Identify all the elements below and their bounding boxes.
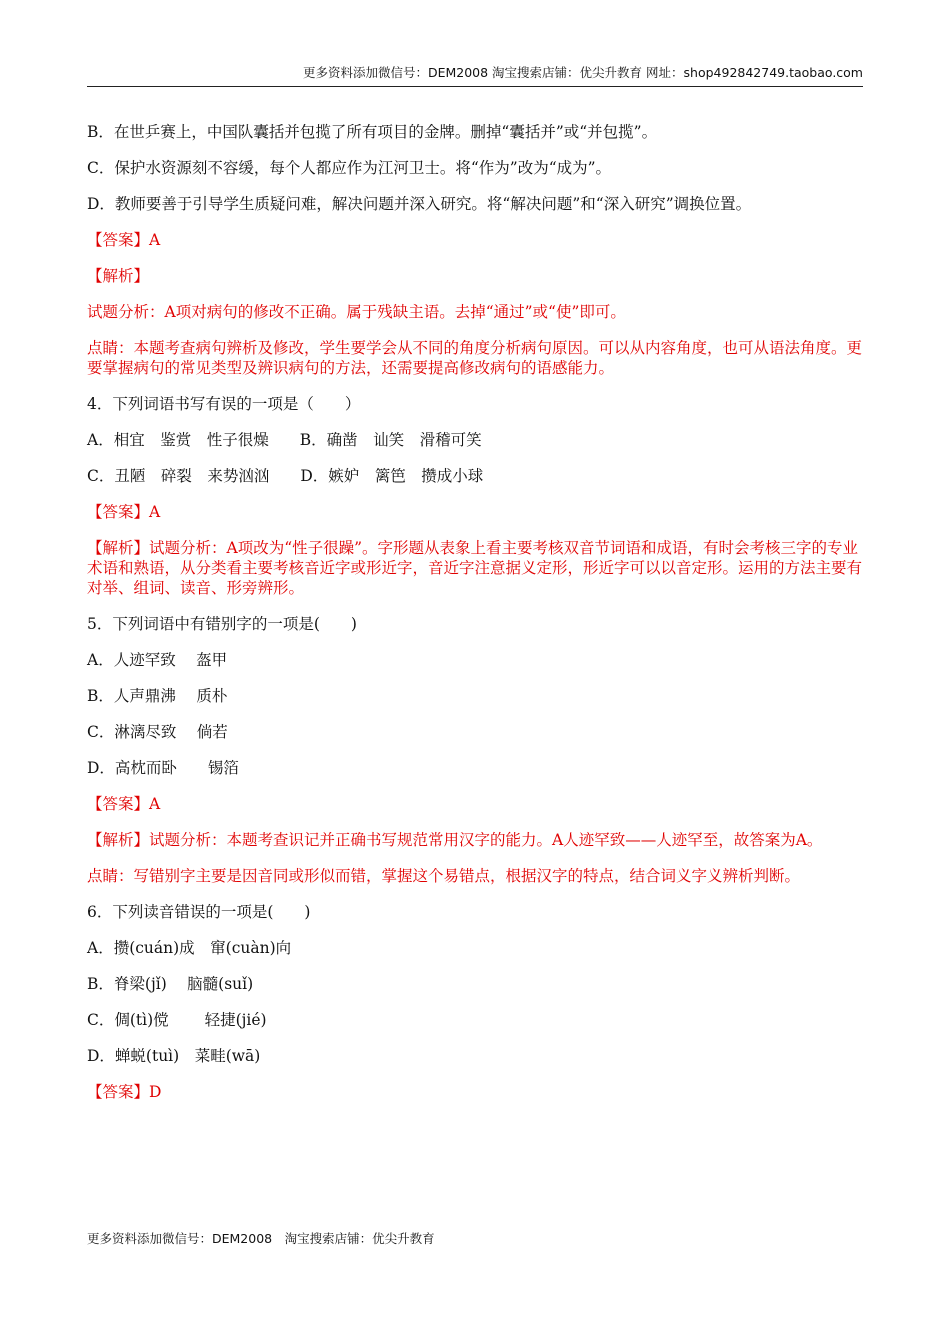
- page-footer: [87, 1229, 435, 1247]
- text-line: 6．下列读音错误的一项是( ): [87, 903, 311, 921]
- text-line: 【答案】A: [87, 503, 161, 521]
- document-body: [87, 122, 867, 1118]
- text-line: B．脊梁(jǐ) 脑髓(suǐ): [87, 975, 254, 993]
- text-line: C．倜(tì)傥 轻捷(jié): [87, 1011, 267, 1029]
- text-line: D．教师要善于引导学生质疑问难，解决问题并深入研究。将“解决问题”和“深入研究”调换位置。: [87, 195, 752, 213]
- text-line: A．攒(cuán)成 窜(cuàn)向: [87, 939, 292, 957]
- text-line: 4．下列词语书写有误的一项是（ ）: [87, 395, 361, 413]
- text-line: 点睛：本题考查病句辨析及修改，学生要学会从不同的角度分析病句原因。可以从内容角度，也可从语法角度。更要掌握病句的常见类型及辨识病句的方法，还需要提高修改病句的语感能力。: [87, 339, 863, 377]
- text-line: 【解析】试题分析：A项改为“性子很躁”。字形题从表象上看主要考核双音节词语和成语，有时会考核三字的专业术语和熟语，从分类看主要考核音近字或形近字，音近字注意据义定形，形近字可以以音定形。运用的方法主要有对举、组词、读音、形旁辨形。: [87, 539, 863, 597]
- header-text: 更多资料添加微信号：DEM2008 淘宝搜索店铺：优尖升教育 网址：shop492842749.taobao.com: [302, 65, 863, 80]
- text-line: 【答案】A: [87, 795, 161, 813]
- text-line: B．人声鼎沸 质朴: [87, 687, 228, 705]
- text-line: 试题分析：A项对病句的修改不正确。属于残缺主语。去掉“通过”或“使”即可。: [87, 303, 626, 321]
- text-line: D．蝉蜕(tuì) 菜畦(wā): [87, 1047, 261, 1065]
- page-header: [87, 62, 863, 87]
- text-line: 【解析】试题分析：本题考查识记并正确书写规范常用汉字的能力。A人迹罕致——人迹罕至，故答案为A。: [87, 831, 823, 849]
- text-line: D．高枕而卧 锡箔: [87, 759, 239, 777]
- text-line: 【解析】: [87, 267, 150, 285]
- text-line: C．淋漓尽致 倘若: [87, 723, 228, 741]
- text-line: 【答案】D: [87, 1083, 162, 1101]
- text-line: C．丑陋 碎裂 来势汹汹 D．嫉妒 篱笆 攒成小球: [87, 467, 484, 485]
- footer-text: 更多资料添加微信号：DEM2008 淘宝搜索店铺：优尖升教育: [87, 1231, 435, 1246]
- text-line: 【答案】A: [87, 231, 161, 249]
- text-line: A．人迹罕致 盔甲: [87, 651, 228, 669]
- text-line: 5．下列词语中有错别字的一项是( ): [87, 615, 357, 633]
- text-line: B．在世乒赛上，中国队囊括并包揽了所有项目的金牌。删掉“囊括并”或“并包揽”。: [87, 123, 658, 141]
- text-line: C．保护水资源刻不容缓，每个人都应作为江河卫士。将“作为”改为“成为”。: [87, 159, 612, 177]
- text-line: A．相宜 鉴赏 性子很燥 B．确凿 讪笑 滑稽可笑: [87, 431, 482, 449]
- text-line: 点睛：写错别字主要是因音同或形似而错，掌握这个易错点，根据汉字的特点，结合词义字义辨析判断。: [87, 867, 801, 885]
